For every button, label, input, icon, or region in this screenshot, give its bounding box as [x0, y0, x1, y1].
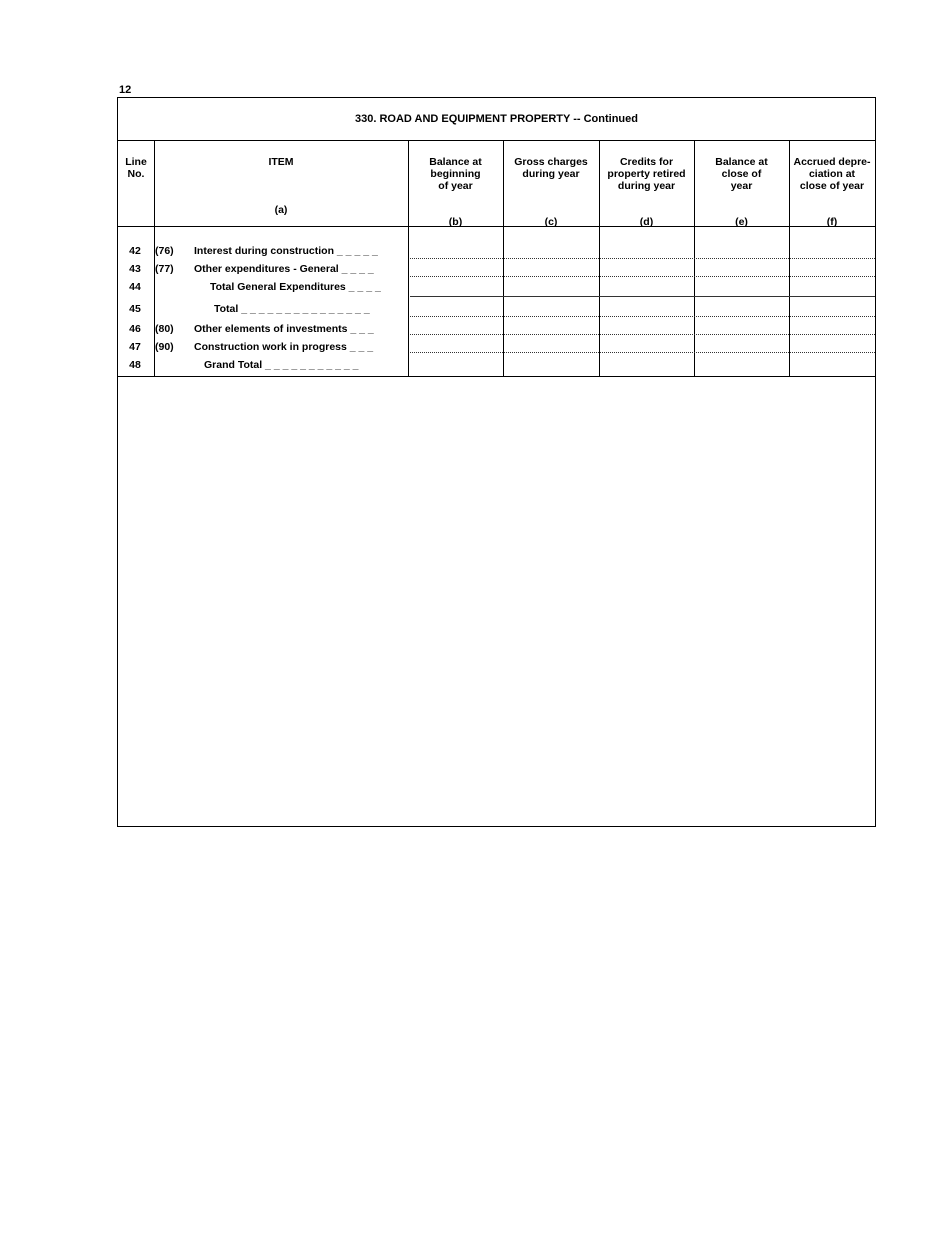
item-label: Interest during construction _ _ _ _ _ — [194, 245, 378, 257]
table-bottom-rule — [118, 376, 875, 377]
header-col-b-letter: (b) — [448, 216, 463, 228]
header-item-label: ITEM — [268, 156, 294, 168]
header-col-d-letter: (d) — [639, 216, 654, 228]
header-item-letter: (a) — [274, 204, 288, 216]
header-col-f-letter: (f) — [826, 216, 838, 228]
header-col-e-label: Balance at close of year — [715, 156, 768, 192]
line-number: 42 — [129, 245, 141, 257]
header-rule — [118, 226, 875, 227]
header-col-c-label: Gross charges during year — [514, 156, 588, 180]
table-row — [118, 338, 875, 356]
table-row — [118, 356, 875, 374]
form-frame — [117, 97, 876, 827]
form-title: 330. ROAD AND EQUIPMENT PROPERTY -- Continued — [118, 98, 875, 141]
table-row — [118, 278, 875, 296]
header-col-f — [789, 140, 875, 325]
header-col-e — [694, 140, 789, 325]
header-item — [154, 140, 408, 325]
item-label: Total _ _ _ _ _ _ _ _ _ _ _ _ _ _ _ — [214, 303, 370, 315]
header-col-b — [408, 140, 503, 325]
header-line-no-label: Line No. — [125, 156, 147, 180]
account-code: (80) — [155, 323, 174, 335]
line-number: 48 — [129, 359, 141, 371]
account-code: (76) — [155, 245, 174, 257]
entry-line-47 — [410, 352, 875, 353]
table-row — [118, 320, 875, 338]
entry-line-42 — [410, 258, 875, 259]
item-label: Other elements of investments _ _ _ — [194, 323, 374, 335]
item-label: Other expenditures - General _ _ _ _ — [194, 263, 374, 275]
account-code: (90) — [155, 341, 174, 353]
line-number: 43 — [129, 263, 141, 275]
header-col-b-label: Balance at beginning of year — [429, 156, 482, 192]
entry-line-43 — [410, 276, 875, 277]
line-number: 47 — [129, 341, 141, 353]
header-col-d-label: Credits for property retired during year — [607, 156, 686, 192]
item-label: Total General Expenditures _ _ _ _ — [210, 281, 381, 293]
item-label: Grand Total _ _ _ _ _ _ _ _ _ _ _ — [204, 359, 359, 371]
header-col-c — [503, 140, 599, 325]
line-number: 45 — [129, 303, 141, 315]
entry-line-45 — [410, 316, 875, 317]
entry-line-44 — [410, 296, 875, 297]
header-col-e-letter: (e) — [735, 216, 748, 228]
header-col-d — [599, 140, 694, 325]
entry-line-46 — [410, 334, 875, 335]
account-code: (77) — [155, 263, 174, 275]
line-number: 44 — [129, 281, 141, 293]
page-number: 12 — [119, 84, 132, 96]
header-col-f-label: Accrued depre- ciation at close of year — [793, 156, 871, 192]
item-label: Construction work in progress _ _ _ — [194, 341, 374, 353]
line-number: 46 — [129, 323, 141, 335]
header-col-c-letter: (c) — [544, 216, 558, 228]
header-line-no — [118, 140, 154, 325]
